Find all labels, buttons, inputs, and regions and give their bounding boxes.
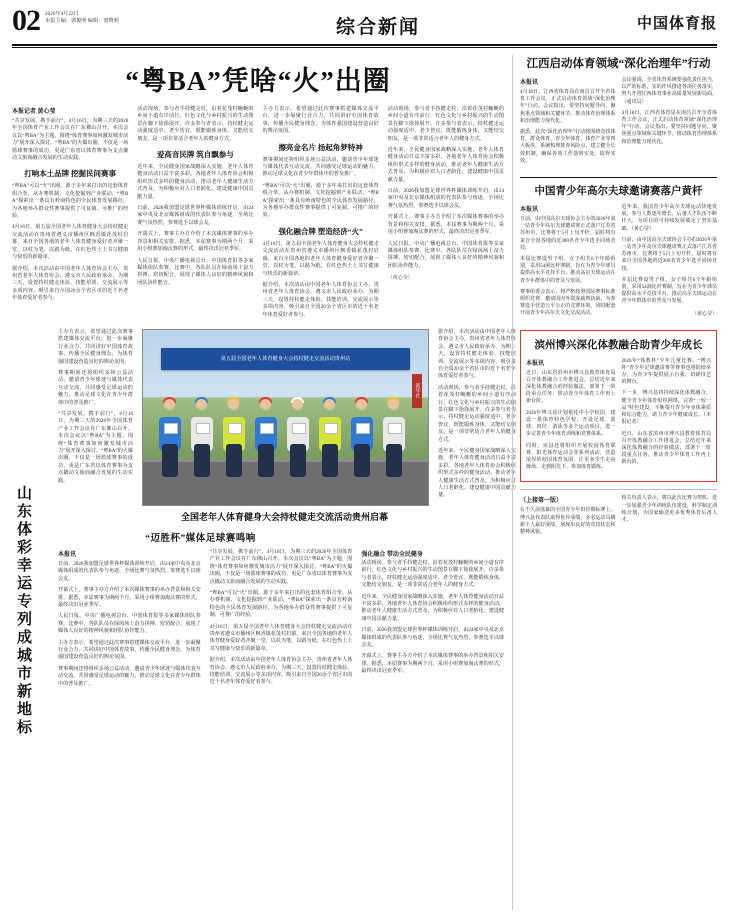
paragraph: 近年来，全民健身国家战略深入实施，老年人体育健身活动日益丰富多彩。各地老年人体育协会积极组织形式多样的健身活动，推动老年人健康生活方式普及，为积极应对人口老龄化、建设健康中国贡献力量。 (137, 164, 254, 200)
paragraph: 开幕式上，赛事主办方介绍了本次媒体赛事的举办背景和相关安排。据悉，本届赛事为期两个月，采用小组赛加淘汰赛的形式，最终决出冠亚季军。 (137, 231, 254, 253)
bottom-column-1 (58, 549, 201, 692)
paragraph: 活动现场，参与者手持健走杖，沿着花茂村蜿蜒的乡间小道有序前行，红色文化与乡村振兴的生动图景在脚下徐徐展开。许多参与者表示，持杖健走运动强度适中、老少皆宜，既能锻炼身体，又能结交朋友，是一项非常适合老年人的健身方式。 (387, 106, 504, 142)
masthead-editors: 本报主编：郭俊明 编辑：窦晓莉 (45, 18, 119, 24)
masthead-meta (45, 8, 119, 25)
paragraph: 开幕式上，赛事主办方介绍了本次媒体赛事的举办背景和相关安排。据悉，本届赛事为期两个月，采用小组赛加淘汰赛的形式，最终决出冠亚季军。 (58, 587, 201, 608)
article-3-byline: 本报讯 (526, 360, 545, 367)
column-tag: （黄心莹） (387, 276, 413, 282)
paragraph: 人民日报、中央广播电视总台、中国体育报等多家媒体组队参赛。比赛中，各队队员在绿茵场上奋力拼搏、密切配合，展现了媒体人良好的精神风貌和团队协作能力。 (58, 613, 201, 635)
paragraph: 据介绍，本次活动由中国老年人体育协会主办，贵州省老年人体育协会、遵义市人民政府承办，为期三天，设置持杖健走体验、技能培训、交流展示等多项内容，吸引来自全国20余个省区市的近千名老年体育爱好者参与。 (209, 657, 353, 686)
paragraph: 主办方表示，希望通过此次赛事搭建媒体交流平台，进一步凝聚行业合力，共同讲好中国体育故事，传播全民健身理念，为体育强国建设营造良好的舆论氛围。 (58, 639, 201, 661)
paragraph: 据悉，此次“深化治理年”行动将围绕竞技体育、群众体育、青少年体育、体育产业等四大板块，系统梳理排查风险点，建立健全长效机制，确保各项工作落到实处、取得实效。 (520, 130, 616, 164)
paragraph: 开幕式上，赛事主办方介绍了本次媒体赛事的举办背景和相关安排。据悉，本届赛事为期两个月，采用小组赛加淘汰赛的形式，最终决出冠亚季军。 (387, 214, 504, 236)
article-2-columns (520, 204, 717, 322)
article-2-title: 中国青少年高尔夫球邀请赛落户黄杆 (534, 186, 703, 198)
lead-column-2 (137, 106, 253, 323)
article-2-col-2 (622, 204, 718, 322)
article-1-byline: 本报讯 (520, 80, 539, 86)
paragraph: 4月18日，江西省体育局在南昌召开全省体育工作会议，正式启动体育领域“深化治理年”行动。会议指出，要坚持问题导向，聚焦重点领域和关键环节，推动体育治理体系和治理能力现代化。 (520, 90, 616, 124)
paragraph: 近年来，全民健身国家战略深入实施，老年人体育健身活动日益丰富多彩。各地老年人体育协会积极组织形式多样的健身活动，推动老年人健康生活方式普及，为积极应对人口老龄化、建设健康中国贡献力量。 (438, 448, 516, 499)
subhead-4: 强化融合牌 塑造经济“火” (278, 226, 363, 236)
article-3-col-2 (622, 358, 712, 476)
lead-column-4 (388, 106, 504, 323)
paragraph: 日前，2026我加盟足球世界杯媒体训练开启，由24家中央及北京媒体组成的代表队参与角逐，全场比赛气氛热烈，参赛选手以球会友。 (137, 205, 254, 226)
paragraph: 本届比赛设男子组、女子组共6个年龄组别，采用54洞比杆赛制，旨在为青少年球员提供高水平竞技平台，推动高尔夫球运动在青少年群体中的普及与发展。 (621, 277, 717, 305)
subhead-1: 打响本土品牌 挖掘民间赛事 (24, 169, 117, 179)
article-2-byline: 本报讯 (520, 207, 539, 214)
event-photo (142, 329, 429, 506)
paragraph: 日前，由中国高尔夫球协会主办的2026年第一站青少年高尔夫球邀请赛正式落户江苏省苏州市，比赛将于5月上旬开杆，届时将有来自全国各地的近300名青少年选手同场竞技。 (520, 217, 616, 251)
paragraph: 近年来，我国青少年高尔夫球运动快速发展，参与人数逐年增长，后备人才队伍不断壮大，为项目的可持续发展奠定了坚实基础。（黄心莹） (621, 205, 717, 232)
bottom-byline: 本报讯 (58, 551, 77, 558)
paragraph: 日前，2026我加盟足球世界杯媒体训练开启，由24家中央及北京媒体组成的代表队参与角逐，全场比赛气氛热烈，参赛选手以球会友。 (387, 188, 504, 209)
bottom-column-2 (210, 549, 353, 692)
vertical-feature-title: 山东体彩幸运专列成城市新地标 (15, 485, 31, 737)
right-divider-2 (520, 489, 717, 490)
article-2-signature: （黄心莹） (691, 311, 717, 317)
page-body (12, 55, 717, 910)
right-section (512, 55, 717, 910)
paragraph: 近年来，全民健身国家战略深入实施，老年人体育健身活动日益丰富多彩。各地老年人体育协会积极组织形式多样的健身活动，推动老年人健康生活方式普及，为积极应对人口老龄化、建设健康中国贡献力量。 (361, 593, 505, 622)
secondary-headline: “迈胜杯”媒体足球赛鸣响 (145, 533, 256, 544)
paragraph: 赛事组委会表示，将严格按照国际赛事标准组织竞赛，邀请国内外资深裁判执裁，为参赛选手营造公平公正的竞赛环境，同时配套开展青少年高尔夫文化交流活动。 (520, 289, 616, 317)
paragraph: “共享发展，携手前行”，4月16日，为期三天的2026年全国体育产业工作会议在广东佛山召开。本次会议以“粤BA”为主题，围绕“体育赛事如何激发城市活力”展开深入探讨。“粤BA”的火爆出圈，不仅是一场篮球赛事的成功，更是广东省以体育赛事为支点撬动文旅商融合发展的生动实践。 (209, 548, 353, 585)
paragraph: 赛事期间还将组织多场公益活动，邀请青少年球迷与媒体代表互动交流，共同感受足球运动的魅力，推动足球文化在青少年群体中的普及推广。 (58, 369, 133, 406)
paragraph: 日前，2026我加盟足球世界杯媒体训练开启，由24家中央及北京媒体组成的代表队参与角逐，全场比赛气氛热烈，参赛选手以球会友。 (361, 627, 505, 648)
masthead (12, 4, 717, 42)
paragraph: 会议强调，全省体育系统要强化责任担当，以严的标准、实的作风推进各项任务落实，努力开创江西体育事业高质量发展新局面。（通讯员） (621, 78, 717, 105)
paper-name: 中国体育报 (636, 16, 717, 32)
paragraph: 人民日报、中央广播电视总台、中国体育报等多家媒体组队参赛。比赛中，各队队员在绿茵场上奋力拼搏、密切配合，展现了媒体人良好的精神风貌和团队协作能力。 (387, 240, 504, 269)
masthead-rule-thin (12, 47, 717, 48)
subhead-2: 爱高音民牌 筑自飘参与 (156, 150, 234, 160)
subhead-3: 擦亮金名片 扬起角梦特神 (278, 142, 363, 152)
continuation-label: （上接第一版） (520, 498, 563, 505)
paragraph: 近年来，全民健身国家战略深入实施，老年人体育健身活动日益丰富多彩。各地老年人体育协会积极组织形式多样的健身活动，推动老年人健康生活方式普及，为积极应对人口老龄化、建设健康中国贡献力量。 (387, 147, 504, 183)
paragraph: 赛事期间还将组织多场公益活动，邀请青少年球迷与媒体代表互动交流，共同感受足球运动的魅力，推动足球文化在青少年群体中的普及推广。 (262, 156, 379, 178)
photo-runners (143, 389, 428, 477)
article-1-columns (520, 77, 717, 169)
paragraph: 日前，由中国高尔夫球协会主办的2026年第一站青少年高尔夫球邀请赛正式落户江苏省苏州市，比赛将于5月上旬开杆，届时将有来自全国各地的近300名青少年选手同场竞技。 (621, 237, 717, 272)
paragraph: 相关负责人表示，将以此次比赛为契机，进一步加强青少年训练队伍建设，科学制定训练计划，为国家输送更多优秀体育后备人才。 (621, 496, 717, 523)
paragraph: 活动现场，参与者手持健走杖，沿着花茂村蜿蜒的乡间小道有序前行，红色文化与乡村振兴的生动图景在脚下徐徐展开。许多参与者表示，持杖健走运动强度适中、老少皆宜，既能锻炼身体，又能结交朋友，是一项非常适合老年人的健身方式。 (361, 559, 505, 589)
main-headline: “粤BA”凭啥“火”出圈 (125, 66, 391, 96)
paragraph: “共享发展，携手前行”，4月16日，为期三天的2026年全国体育产业工作会议在广东佛山召开。本次会议以“粤BA”为主题，围绕“体育赛事如何激发城市活力”展开深入探讨。“粤BA”的火爆出圈，不仅是一场篮球赛事的成功，更是广东省以体育赛事为支点撬动文旅商融合发展的生动实践。 (58, 411, 133, 484)
sub-byline: 强化融合 带动全民健身 (361, 551, 423, 558)
right-divider-1 (520, 177, 717, 178)
paragraph: 4月16日，第五届全国老年人体育健身大会持杖健走交流活动在贵州省遵义市播州区枫香镇花茂村启幕，来自全国各地的老年人体育健身爱好者齐聚一堂，以杖为笔，以路为纸，在红色热土上书写健康与快乐的新篇章。 (12, 224, 129, 261)
featured-article-box (520, 330, 717, 483)
paragraph: 开幕式上，赛事主办方介绍了本次媒体赛事的举办背景和相关安排。据悉，本届赛事为期两个月，采用小组赛加淘汰赛的形式，最终决出冠亚季军。 (361, 653, 505, 675)
section-title: 综合新闻 (335, 17, 420, 38)
mid-region (58, 328, 516, 523)
paragraph: 活动现场，参与者手持健走杖，沿着花茂村蜿蜒的乡间小道有序前行，红色文化与乡村振兴的生动图景在脚下徐徐展开。许多参与者表示，持杖健走运动强度适中、老少皆宜，既能锻炼身体，又能结交朋友，是一项非常适合老年人的健身方式。 (137, 106, 254, 142)
bottom-column-3 (361, 549, 504, 692)
lead-column-3 (263, 106, 379, 323)
article-2-col-1 (520, 204, 616, 322)
paragraph: 据介绍，本次活动由中国老年人体育协会主办，贵州省老年人体育协会、遵义市人民政府承办，为期三天，设置持杖健走体验、技能培训、交流展示等多项内容，吸引来自全国20余个省区市的近千名老年体育爱好者参与。 (12, 265, 129, 302)
mid-column-1 (58, 329, 133, 523)
paragraph: 下一步，博兴县将持续深化体教融合，健全青少年体育组织网络，完善“一校一品”特色建设，不断提升青少年身体素质和综合能力，助力青少年健康成长。（本报记者） (621, 391, 711, 426)
article-3-title: 滨州博兴深化体教融合助青少年成长 (534, 339, 703, 351)
continuation-col-1 (520, 495, 616, 540)
continuation-col-2 (622, 495, 718, 540)
masthead-left (12, 4, 119, 37)
photo-caption: 全国老年人体育健身大会持杖健走交流活动贵州启幕 (180, 511, 388, 522)
continuation-columns (520, 495, 717, 540)
vertical-feature-title-wrap (12, 485, 52, 755)
lead-columns (12, 106, 504, 323)
article-3-col-1 (526, 358, 616, 476)
paragraph: 近日，山东省滨州市博兴县教育体育局召开体教融合工作推进会，总结近年来深化体教融合的经验做法，部署下一阶段重点任务，推动青少年体育工作再上新台阶。 (621, 431, 711, 466)
paragraph: 本届比赛设男子组、女子组共6个年龄组别，采用54洞比杆赛制，旨在为青少年球员提供高水平竞技平台，推动高尔夫球运动在青少年群体中的普及与发展。 (520, 257, 616, 284)
paragraph: 人民日报、中央广播电视总台、中国体育报等多家媒体组队参赛。比赛中，各队队员在绿茵场上奋力拼搏、密切配合，展现了媒体人良好的精神风貌和团队协作能力。 (137, 257, 254, 286)
paragraph: 据介绍，本次活动由中国老年人体育协会主办，贵州省老年人体育协会、遵义市人民政府承办，为期三天，设置持杖健走体验、技能培训、交流展示等多项内容，吸引来自全国20余个省区市的近千名老年体育爱好者参与。 (262, 281, 379, 318)
photo-credit: 新华社 (412, 374, 422, 408)
article-3-columns (526, 358, 711, 476)
photo-banner-text: 第五届全国老年人体育健身大会持杖健走交流活动贵州站 (161, 348, 410, 370)
mid-column-2 (438, 329, 516, 523)
paragraph: 4月16日，第五届全国老年人体育健身大会持杖健走交流活动在贵州省遵义市播州区枫香镇花茂村启幕，来自全国各地的老年人体育健身爱好者齐聚一堂，以杖为笔，以路为纸，在红色热土上书写健康与快乐的新篇章。 (209, 623, 353, 652)
paragraph: 活动现场，参与者手持健走杖，沿着花茂村蜿蜒的乡间小道有序前行，红色文化与乡村振兴的生动图景在脚下徐徐展开。许多参与者表示，持杖健走运动强度适中、老少皆宜，既能锻炼身体，又能结交朋友，是一项非常适合老年人的健身方式。 (438, 384, 516, 443)
article-1-title: 江西启动体育领域“深化治理年”行动 (526, 58, 711, 70)
paragraph: 2026年博兴县计划依托中小学校园，建设一批体育特色学校，开设足球、篮球、田径、游泳等多个运动项目，进一步完善青少年体育训练和竞赛体系。 (526, 410, 616, 438)
page-number: 02 (12, 4, 40, 37)
byline: 本报记者 黄心莹 (12, 109, 56, 115)
masthead-rule (12, 44, 717, 46)
paragraph: “粤BA”可以“火”出圈，源于多年来打出的这套体育组合拳。从办赛机制、文化挖掘到产业联动，“粤BA”探索出一条具有岭南特色的全民体育发展路径，为各地举办群众性赛事提供了可复制、可推广的经验。 (12, 183, 129, 220)
paragraph: 在不久前落幕的全国青少年田径锦标赛上，博兴县代表队取得优异成绩，多名运动员刷新个人最好成绩，展现出良好的竞技状态和精神风貌。 (520, 508, 616, 535)
lead-column-1 (12, 106, 128, 323)
paragraph: “共享发展，携手前行”，4月16日，为期三天的2026年全国体育产业工作会议在广东佛山召开。本次会议以“粤BA”为主题，围绕“体育赛事如何激发城市活力”展开深入探讨。“粤BA”的火爆出圈，不仅是一场篮球赛事的成功，更是广东省以体育赛事为支点撬动文旅商融合发展的生动实践。 (12, 118, 129, 162)
article-1-col-2 (622, 77, 718, 169)
photo-block (142, 329, 429, 523)
paragraph: 4月18日，江西省体育局在南昌召开全省体育工作会议，正式启动体育领域“深化治理年”行动。会议指出，要坚持问题导向，聚焦重点领域和关键环节，推动体育治理体系和治理能力现代化。 (621, 110, 717, 145)
paragraph: 主办方表示，希望通过此次赛事搭建媒体交流平台，进一步凝聚行业合力，共同讲好中国体育故事，传播全民健身理念，为体育强国建设营造良好的舆论氛围。 (262, 106, 379, 135)
bottom-columns (58, 549, 504, 692)
paragraph: “粤BA”可以“火”出圈，源于多年来打出的这套体育组合拳。从办赛机制、文化挖掘到产业联动，“粤BA”探索出一条具有岭南特色的全民体育发展路径，为各地举办群众性赛事提供了可复制、可推广的经验。 (262, 182, 379, 219)
paragraph: 同时，该县还将组织开展校园体育联赛、阳光体育运动会等系列活动，营造浓厚的校园体育氛围，让更多学生走向操场、走到阳光下、参加体育锻炼。 (526, 443, 616, 471)
paragraph: 据介绍，本次活动由中国老年人体育协会主办，贵州省老年人体育协会、遵义市人民政府承办，为期三天，设置持杖健走体验、技能培训、交流展示等多项内容，吸引来自全国20余个省区市的近千名老年体育爱好者参与。 (438, 328, 516, 380)
article-1-col-1 (520, 77, 616, 169)
paragraph: 4月16日，第五届全国老年人体育健身大会持杖健走交流活动在贵州省遵义市播州区枫香镇花茂村启幕，来自全国各地的老年人体育健身爱好者齐聚一堂，以杖为笔，以路为纸，在红色热土上书写健康与快乐的新篇章。 (262, 240, 379, 277)
paragraph: 近日，山东省滨州市博兴县教育体育局召开体教融合工作推进会，总结近年来深化体教融合的经验做法，部署下一阶段重点任务，推动青少年体育工作再上新台阶。 (526, 370, 616, 405)
paragraph: 赛事期间还将组织多场公益活动，邀请青少年球迷与媒体代表互动交流，共同感受足球运动的魅力，推动足球文化在青少年群体中的普及推广。 (58, 665, 201, 687)
paragraph: 日前，2026我加盟足球世界杯媒体训练开启，由24家中央及北京媒体组成的代表队参与角逐，全场比赛气氛热烈，参赛选手以球会友。 (58, 560, 201, 582)
masthead-date: 2026年4月22日 (45, 11, 79, 17)
paragraph: “粤BA”可以“火”出圈，源于多年来打出的这套体育组合拳。从办赛机制、文化挖掘到产业联动，“粤BA”探索出一条具有岭南特色的全民体育发展路径，为各地举办群众性赛事提供了可复制、可推广的经验。 (209, 589, 353, 619)
paragraph: 主办方表示，希望通过此次赛事搭建媒体交流平台，进一步凝聚行业合力，共同讲好中国体育故事，传播全民健身理念，为体育强国建设营造良好的舆论氛围。 (58, 328, 133, 365)
paragraph: 2026年“体教杯”少年儿童比赛、“博兴杯”青少年足球邀请赛等赛事也将陆续举办，为青少年提供展示自我、切磋技艺的舞台。 (621, 358, 711, 386)
left-section (12, 55, 516, 910)
